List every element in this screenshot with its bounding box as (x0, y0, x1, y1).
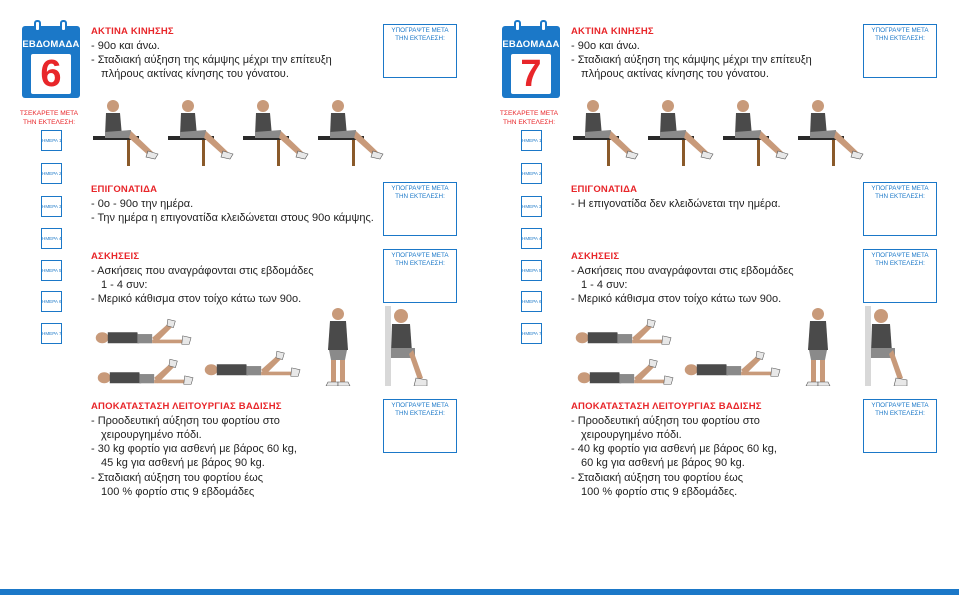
signature-label: ΥΠΟΓΡΑΨΤΕ ΜΕΤΑ ΤΗΝ ΕΚΤΕΛΕΣΗ: (391, 27, 449, 42)
brace-title: ΕΠΙΓΟΝΑΤΙΔΑ (91, 184, 158, 195)
calendar-ring-icon (60, 20, 67, 32)
rom-line: - 90ο και άνω. (91, 40, 160, 52)
brace-line: - 0ο - 90ο την ημέρα. (91, 198, 194, 210)
day-checkbox-6[interactable] (521, 291, 542, 312)
gait-title: ΑΠΟΚΑΤΑΣΤΑΣΗ ΛΕΙΤΟΥΡΓΙΑΣ ΒΑΔΙΣΗΣ (571, 401, 762, 412)
wall-sit-photo (863, 306, 913, 386)
rom-title: ΑΚΤΙΝΑ ΚΙΝΗΣΗΣ (571, 26, 654, 37)
day-label: ΗΜΕΡΑ 7 (42, 331, 62, 336)
gait-line: - Σταδιακή αύξηση του φορτίου έως (571, 472, 744, 484)
day-label: ΗΜΕΡΑ 3 (522, 204, 542, 209)
seated-knee-extension-photo (91, 90, 161, 172)
rom-line: πλήρους ακτίνας κίνησης του γόνατου. (581, 68, 769, 80)
gait-line: 100 % φορτίο στις 9 εβδομάδες (101, 486, 255, 498)
day-label: ΗΜΕΡΑ 4 (42, 236, 62, 241)
exercises-line: - Ασκήσεις που αναγράφονται στις εβδομάδες (91, 265, 314, 277)
lying-leg-raise-photo (680, 342, 782, 379)
week-number: 7 (511, 54, 551, 94)
standing-exercise-photo (798, 306, 838, 386)
signature-box[interactable] (863, 399, 937, 453)
brace-title: ΕΠΙΓΟΝΑΤΙΔΑ (571, 184, 638, 195)
signature-label: ΥΠΟΓΡΑΨΤΕ ΜΕΤΑ ΤΗΝ ΕΚΤΕΛΕΣΗ: (871, 252, 929, 267)
week-label: ΕΒΔΟΜΑΔΑ (502, 39, 560, 50)
gait-line: 60 kg για ασθενή με βάρος 90 kg. (581, 457, 745, 469)
check-header: ΤΣΕΚΑΡΕΤΕ ΜΕΤΑ ΤΗΝ ΕΚΤΕΛΕΣΗ: (499, 110, 559, 126)
signature-box[interactable] (863, 249, 937, 303)
day-checkbox-3[interactable] (521, 196, 542, 217)
signature-box[interactable] (863, 24, 937, 78)
lying-knee-bend-photo (571, 310, 673, 347)
lying-leg-raise-photo (93, 350, 195, 387)
week-number: 6 (31, 54, 71, 94)
day-checkbox-4[interactable] (41, 228, 62, 249)
rom-line: πλήρους ακτίνας κίνησης του γόνατου. (101, 68, 289, 80)
gait-line: 100 % φορτίο στις 9 εβδομάδες. (581, 486, 738, 498)
exercises-line: - Μερικό κάθισμα στον τοίχο κάτω των 90ο. (571, 293, 782, 305)
day-checkbox-2[interactable] (521, 163, 542, 184)
day-label: ΗΜΕΡΑ 2 (42, 171, 62, 176)
rom-line: - Σταδιακή αύξηση της κάμψης μέχρι την επίτευξη (571, 54, 812, 66)
exercises-line: 1 - 4 συν: (101, 279, 148, 291)
day-checkbox-1[interactable] (41, 130, 62, 151)
day-label: ΗΜΕΡΑ 1 (522, 138, 542, 143)
day-checkbox-3[interactable] (41, 196, 62, 217)
gait-line: - Προοδευτική αύξηση του φορτίου στο (91, 415, 280, 427)
signature-label: ΥΠΟΓΡΑΨΤΕ ΜΕΤΑ ΤΗΝ ΕΚΤΕΛΕΣΗ: (871, 27, 929, 42)
week-label: ΕΒΔΟΜΑΔΑ (22, 39, 80, 50)
gait-line: 45 kg για ασθενή με βάρος 90 kg. (101, 457, 265, 469)
seated-knee-extension-photo (241, 90, 311, 172)
rom-line: - 90ο και άνω. (571, 40, 640, 52)
signature-label: ΥΠΟΓΡΑΨΤΕ ΜΕΤΑ ΤΗΝ ΕΚΤΕΛΕΣΗ: (391, 185, 449, 200)
day-checkbox-4[interactable] (521, 228, 542, 249)
bottom-bar (0, 589, 959, 595)
exercises-line: - Ασκήσεις που αναγράφονται στις εβδομάδες (571, 265, 794, 277)
day-label: ΗΜΕΡΑ 6 (522, 299, 542, 304)
signature-box[interactable] (383, 399, 457, 453)
day-checkbox-1[interactable] (521, 130, 542, 151)
day-checkbox-5[interactable] (521, 260, 542, 281)
seated-knee-extension-photo (166, 90, 236, 172)
seated-knee-extension-photo (316, 90, 386, 172)
calendar-ring-icon (540, 20, 547, 32)
lying-leg-raise-photo (573, 350, 675, 387)
lying-knee-bend-photo (91, 310, 193, 347)
exercises-title: ΑΣΚΗΣΕΙΣ (91, 251, 140, 262)
wall-sit-photo (383, 306, 433, 386)
brace-line: - Η επιγονατίδα δεν κλειδώνεται την ημέρα. (571, 198, 781, 210)
day-label: ΗΜΕΡΑ 7 (522, 331, 542, 336)
day-label: ΗΜΕΡΑ 2 (522, 171, 542, 176)
seated-knee-extension-photo (721, 90, 791, 172)
day-label: ΗΜΕΡΑ 3 (42, 204, 62, 209)
seated-knee-extension-photo (571, 90, 641, 172)
signature-label: ΥΠΟΓΡΑΨΤΕ ΜΕΤΑ ΤΗΝ ΕΚΤΕΛΕΣΗ: (391, 252, 449, 267)
gait-line: - Προοδευτική αύξηση του φορτίου στο (571, 415, 760, 427)
signature-box[interactable] (863, 182, 937, 236)
calendar-ring-icon (514, 20, 521, 32)
brace-line: - Την ημέρα η επιγονατίδα κλειδώνεται στους 90ο κάμψης. (91, 212, 374, 224)
day-checkbox-7[interactable] (521, 323, 542, 344)
exercises-line: - Μερικό κάθισμα στον τοίχο κάτω των 90ο. (91, 293, 302, 305)
signature-box[interactable] (383, 249, 457, 303)
day-checkbox-2[interactable] (41, 163, 62, 184)
lying-leg-raise-photo (200, 342, 302, 379)
signature-label: ΥΠΟΓΡΑΨΤΕ ΜΕΤΑ ΤΗΝ ΕΚΤΕΛΕΣΗ: (871, 185, 929, 200)
check-header: ΤΣΕΚΑΡΕΤΕ ΜΕΤΑ ΤΗΝ ΕΚΤΕΛΕΣΗ: (19, 110, 79, 126)
signature-box[interactable] (383, 182, 457, 236)
day-checkbox-6[interactable] (41, 291, 62, 312)
seated-knee-extension-photo (796, 90, 866, 172)
rom-line: - Σταδιακή αύξηση της κάμψης μέχρι την επίτευξη (91, 54, 332, 66)
day-label: ΗΜΕΡΑ 4 (522, 236, 542, 241)
gait-line: χειρουργημένο πόδι. (101, 429, 202, 441)
gait-title: ΑΠΟΚΑΤΑΣΤΑΣΗ ΛΕΙΤΟΥΡΓΙΑΣ ΒΑΔΙΣΗΣ (91, 401, 282, 412)
day-label: ΗΜΕΡΑ 5 (42, 268, 62, 273)
exercises-line: 1 - 4 συν: (581, 279, 628, 291)
standing-exercise-photo (318, 306, 358, 386)
signature-box[interactable] (383, 24, 457, 78)
signature-label: ΥΠΟΓΡΑΨΤΕ ΜΕΤΑ ΤΗΝ ΕΚΤΕΛΕΣΗ: (391, 402, 449, 417)
rom-title: ΑΚΤΙΝΑ ΚΙΝΗΣΗΣ (91, 26, 174, 37)
exercises-title: ΑΣΚΗΣΕΙΣ (571, 251, 620, 262)
signature-label: ΥΠΟΓΡΑΨΤΕ ΜΕΤΑ ΤΗΝ ΕΚΤΕΛΕΣΗ: (871, 402, 929, 417)
gait-line: - Σταδιακή αύξηση του φορτίου έως (91, 472, 264, 484)
calendar-ring-icon (34, 20, 41, 32)
gait-line: - 30 kg φορτίο για ασθενή με βάρος 60 kg, (91, 443, 297, 455)
day-checkbox-5[interactable] (41, 260, 62, 281)
week-badge (22, 26, 80, 98)
week-badge (502, 26, 560, 98)
seated-knee-extension-photo (646, 90, 716, 172)
day-label: ΗΜΕΡΑ 5 (522, 268, 542, 273)
gait-line: χειρουργημένο πόδι. (581, 429, 682, 441)
day-checkbox-7[interactable] (41, 323, 62, 344)
gait-line: - 40 kg φορτίο για ασθενή με βάρος 60 kg, (571, 443, 777, 455)
day-label: ΗΜΕΡΑ 1 (42, 138, 62, 143)
right-page (480, 0, 959, 595)
day-label: ΗΜΕΡΑ 6 (42, 299, 62, 304)
